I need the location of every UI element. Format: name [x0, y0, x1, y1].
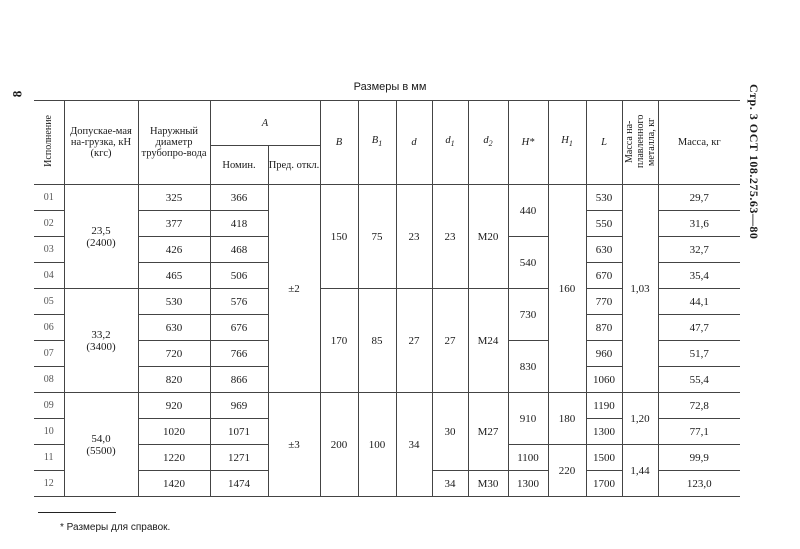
footnote-rule — [38, 512, 116, 513]
h-cell: 540 — [508, 237, 548, 289]
outer-diameter-cell: 377 — [138, 211, 210, 237]
l-cell: 770 — [586, 289, 622, 315]
row-id: 11 — [34, 445, 64, 471]
l-cell: 670 — [586, 263, 622, 289]
b1-cell: 85 — [358, 289, 396, 393]
l-cell: 960 — [586, 341, 622, 367]
header-d1: $d_1$ — [432, 101, 468, 185]
l-cell: 530 — [586, 185, 622, 211]
outer-diameter-cell: 1020 — [138, 419, 210, 445]
h-cell: 730 — [508, 289, 548, 341]
load-cell: 54,0 (5500) — [64, 393, 138, 497]
row-id: 08 — [34, 367, 64, 393]
d1-cell: 34 — [432, 471, 468, 497]
h-cell: 440 — [508, 185, 548, 237]
l-cell: 550 — [586, 211, 622, 237]
outer-diameter-cell: 920 — [138, 393, 210, 419]
d1-cell: 27 — [432, 289, 468, 393]
a-nominal-cell: 1271 — [210, 445, 268, 471]
row-id: 04 — [34, 263, 64, 289]
mass-cell: 32,7 — [658, 237, 740, 263]
outer-diameter-cell: 820 — [138, 367, 210, 393]
a-nominal-cell: 676 — [210, 315, 268, 341]
table-row — [34, 393, 740, 419]
header-H1: $H_1$ — [548, 101, 586, 185]
header-mass: Масса, кг — [658, 101, 740, 185]
outer-diameter-cell: 1220 — [138, 445, 210, 471]
header-d: d — [396, 101, 432, 185]
h1-cell: 180 — [548, 393, 586, 445]
d1-cell: 30 — [432, 393, 468, 471]
d2-cell: M24 — [468, 289, 508, 393]
a-deviation-cell: ±3 — [268, 393, 320, 497]
l-cell: 1700 — [586, 471, 622, 497]
mass-cell: 99,9 — [658, 445, 740, 471]
outer-diameter-cell: 465 — [138, 263, 210, 289]
footnote: * Размеры для справок. — [60, 522, 171, 533]
b-cell: 200 — [320, 393, 358, 497]
d2-cell: M27 — [468, 393, 508, 471]
h-cell: 1100 — [508, 445, 548, 471]
a-nominal-cell: 418 — [210, 211, 268, 237]
header-A: A — [210, 101, 320, 146]
a-nominal-cell: 468 — [210, 237, 268, 263]
l-cell: 630 — [586, 237, 622, 263]
outer-diameter-cell: 530 — [138, 289, 210, 315]
d1-cell: 23 — [432, 185, 468, 289]
h-cell: 1300 — [508, 471, 548, 497]
a-nominal-cell: 576 — [210, 289, 268, 315]
table-row — [34, 185, 740, 211]
a-nominal-cell: 866 — [210, 367, 268, 393]
b1-cell: 100 — [358, 393, 396, 497]
a-nominal-cell: 969 — [210, 393, 268, 419]
h-cell: 910 — [508, 393, 548, 445]
d2-cell: M30 — [468, 471, 508, 497]
mass-cell: 47,7 — [658, 315, 740, 341]
l-cell: 870 — [586, 315, 622, 341]
a-nominal-cell: 366 — [210, 185, 268, 211]
header-designation: Исполнение — [34, 101, 64, 185]
l-cell: 1500 — [586, 445, 622, 471]
mass-cell: 51,7 — [658, 341, 740, 367]
header-A-deviation: Пред. откл. — [268, 146, 320, 185]
outer-diameter-cell: 1420 — [138, 471, 210, 497]
weld-mass-cell: 1,03 — [622, 185, 658, 393]
row-id: 01 — [34, 185, 64, 211]
weld-mass-cell: 1,44 — [622, 445, 658, 497]
header-L: L — [586, 101, 622, 185]
mass-cell: 55,4 — [658, 367, 740, 393]
a-nominal-cell: 506 — [210, 263, 268, 289]
row-id: 06 — [34, 315, 64, 341]
header-B: B — [320, 101, 358, 185]
d-cell: 23 — [396, 185, 432, 289]
a-deviation-cell: ±2 — [268, 185, 320, 393]
mass-cell: 29,7 — [658, 185, 740, 211]
mass-cell: 35,4 — [658, 263, 740, 289]
l-cell: 1300 — [586, 419, 622, 445]
mass-cell: 44,1 — [658, 289, 740, 315]
mass-cell: 31,6 — [658, 211, 740, 237]
d2-cell: M20 — [468, 185, 508, 289]
outer-diameter-cell: 325 — [138, 185, 210, 211]
weld-mass-cell: 1,20 — [622, 393, 658, 445]
row-id: 03 — [34, 237, 64, 263]
load-cell: 33,2 (3400) — [64, 289, 138, 393]
row-id: 12 — [34, 471, 64, 497]
header-load: Допускае-мая на-грузка, кН (кгс) — [64, 101, 138, 185]
h1-cell: 160 — [548, 185, 586, 393]
d-cell: 34 — [396, 393, 432, 497]
header-outer-diameter: Наружный диаметр трубопро-вода — [138, 101, 210, 185]
mass-cell: 123,0 — [658, 471, 740, 497]
standard-label: Стр. 3 ОСТ 108.275.63—80 — [747, 84, 761, 240]
a-nominal-cell: 766 — [210, 341, 268, 367]
mass-cell: 77,1 — [658, 419, 740, 445]
mass-cell: 72,8 — [658, 393, 740, 419]
row-id: 02 — [34, 211, 64, 237]
row-id: 09 — [34, 393, 64, 419]
h-cell: 830 — [508, 341, 548, 393]
load-cell: 23,5 (2400) — [64, 185, 138, 289]
outer-diameter-cell: 630 — [138, 315, 210, 341]
l-cell: 1190 — [586, 393, 622, 419]
header-A-nominal: Номин. — [210, 146, 268, 185]
header-d2: $d_2$ — [468, 101, 508, 185]
outer-diameter-cell: 720 — [138, 341, 210, 367]
a-nominal-cell: 1474 — [210, 471, 268, 497]
h1-cell: 220 — [548, 445, 586, 497]
l-cell: 1060 — [586, 367, 622, 393]
outer-diameter-cell: 426 — [138, 237, 210, 263]
header-weld-mass: Масса на-плавленного металла, кг — [622, 101, 658, 185]
a-nominal-cell: 1071 — [210, 419, 268, 445]
row-id: 05 — [34, 289, 64, 315]
d-cell: 27 — [396, 289, 432, 393]
b-cell: 150 — [320, 185, 358, 289]
dimensions-table — [34, 100, 740, 497]
row-id: 07 — [34, 341, 64, 367]
header-B1: $B_1$ — [358, 101, 396, 185]
page-corner-mark: 8 — [9, 90, 25, 98]
b-cell: 170 — [320, 289, 358, 393]
b1-cell: 75 — [358, 185, 396, 289]
header-H: H* — [508, 101, 548, 185]
row-id: 10 — [34, 419, 64, 445]
table-caption: Размеры в мм — [353, 81, 427, 93]
